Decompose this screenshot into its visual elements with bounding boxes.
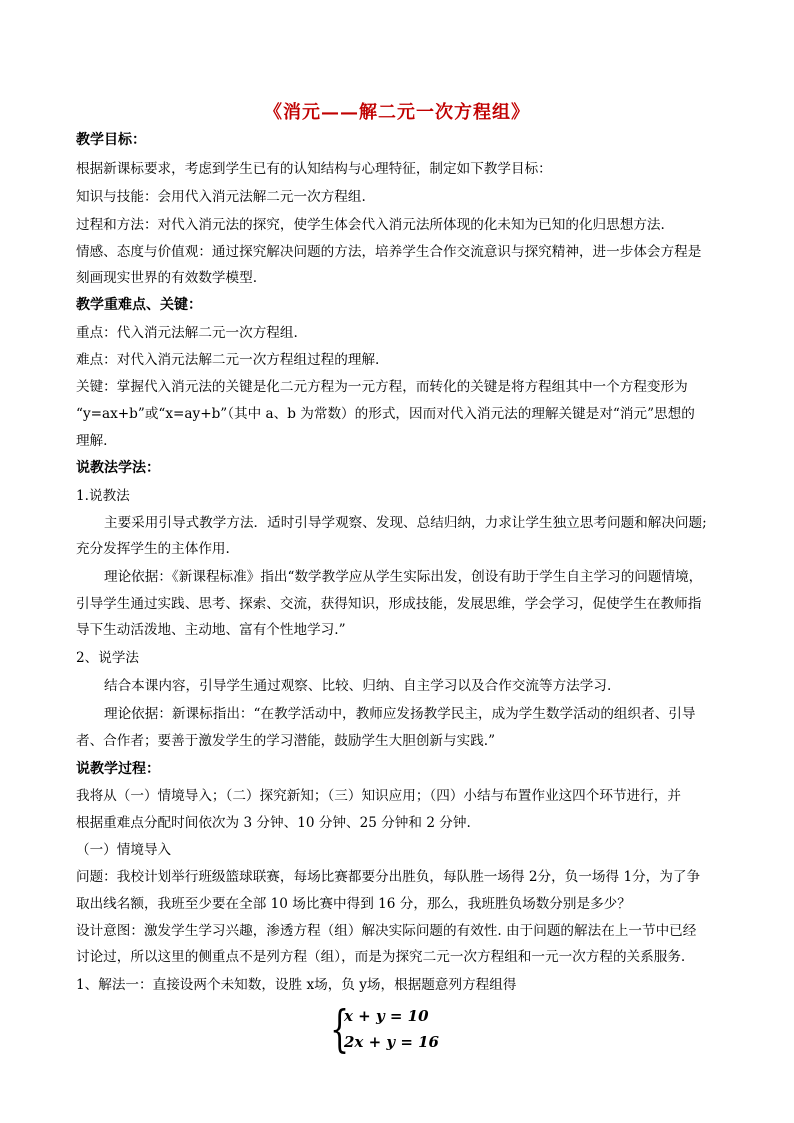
paragraph-line: 2、说学法 [76,650,140,666]
paragraph-line: 重点：代入消元法解二元一次方程组. [76,325,298,341]
paragraph-line: “y=ax+b”或“x=ay+b”（其中 a、b 为常数）的形式，因而对代入消元法的理解关键是对“消元”思想的 [76,406,695,422]
paragraph-line: 充分发挥学生的主体作用. [76,541,230,557]
paragraph-line: 讨论过，所以这里的侧重点不是列方程（组），而是为探究二元一次方程组和一元一次方程的关系服务. [76,949,686,965]
section-heading: 教学重难点、关键： [76,297,202,313]
section-heading: 说教法学法： [76,460,160,476]
paragraph-line: 难点：对代入消元法解二元一次方程组过程的理解. [76,352,380,368]
section-heading: 说教学过程： [76,761,160,777]
paragraph-line: 取出线名额，我班至少要在全部 10 场比赛中得到 16 分，那么，我班胜负场数分别是多少？ [76,896,631,912]
paragraph-line: 知识与技能：会用代入消元法解二元一次方程组. [76,189,366,205]
paragraph-line: （一）情境导入 [76,842,172,858]
equation-line: x + y = 10 [344,1007,429,1025]
paragraph-line: 理解. [76,433,108,449]
paragraph-line: 过程和方法：对代入消元法的探究，使学生体会代入消元法所体现的化未知为已知的化归思想方法. [76,217,665,233]
paragraph-line: 理论依据：《新课程标准》指出“数学教学应从学生实际出发，创设有助于学生自主学习的问题情境， [104,569,703,585]
paragraph-line: 问题：我校计划举行班级篮球联赛，每场比赛都要分出胜负，每队胜一场得 2分，负一场得 1分，为了争 [76,869,701,885]
paragraph-line: 导下生动活泼地、主动地、富有个性地学习.” [76,622,346,638]
document-title: 《消元——解二元一次方程组》 [264,102,530,123]
paragraph-line: 关键：掌握代入消元法的关键是化二元方程为一元方程，而转化的关键是将方程组其中一个方程变形为 [76,379,688,395]
paragraph-line: 根据重难点分配时间依次为 3 分钟、10 分钟、25 分钟和 2 分钟. [76,815,471,831]
equation-line: 2x + y = 16 [344,1033,439,1051]
section-heading: 教学目标： [76,132,146,148]
paragraph-line: 设计意图：激发学生学习兴趣，渗透方程（组）解决实际问题的有效性. 由于问题的解法在上一节中已经 [76,923,697,939]
paragraph-line: 情感、态度与价值观：通过探究解决问题的方法，培养学生合作交流意识与探究精神，进一步体会方程是 [76,244,702,260]
paragraph-line: 刻画现实世界的有效数学模型. [76,270,258,286]
paragraph-line: 主要采用引导式教学方法．适时引导学观察、发现、总结归纳，力求让学生独立思考问题和解决问题; [104,515,707,531]
paragraph-line: 者、合作者；要善于激发学生的学习潜能，鼓励学生大胆创新与实践.” [76,733,496,749]
equation-system [330,1000,450,1059]
paragraph-line: 理论依据：新课标指出：“在教学活动中，教师应发扬教学民主，成为学生数学活动的组织者、引导 [104,706,696,722]
paragraph-line: 引导学生通过实践、思考、探索、交流，获得知识，形成技能，发展思维，学会学习，促使学生在教师指 [76,596,702,612]
left-brace-icon: { [330,1000,350,1058]
paragraph-line: 根据新课标要求，考虑到学生已有的认知结构与心理特征，制定如下教学目标： [76,161,552,177]
paragraph-line: 1、解法一：直接设两个未知数，设胜 x场，负 y场，根据题意列方程组得 [76,977,517,993]
paragraph-line: 结合本课内容，引导学生通过观察、比较、归纳、自主学习以及合作交流等方法学习. [104,678,612,694]
paragraph-line: 1.说教法 [76,488,130,504]
paragraph-line: 我将从（一）情境导入；（二）探究新知；（三）知识应用；（四）小结与布置作业这四个环节进行，并 [76,788,681,804]
